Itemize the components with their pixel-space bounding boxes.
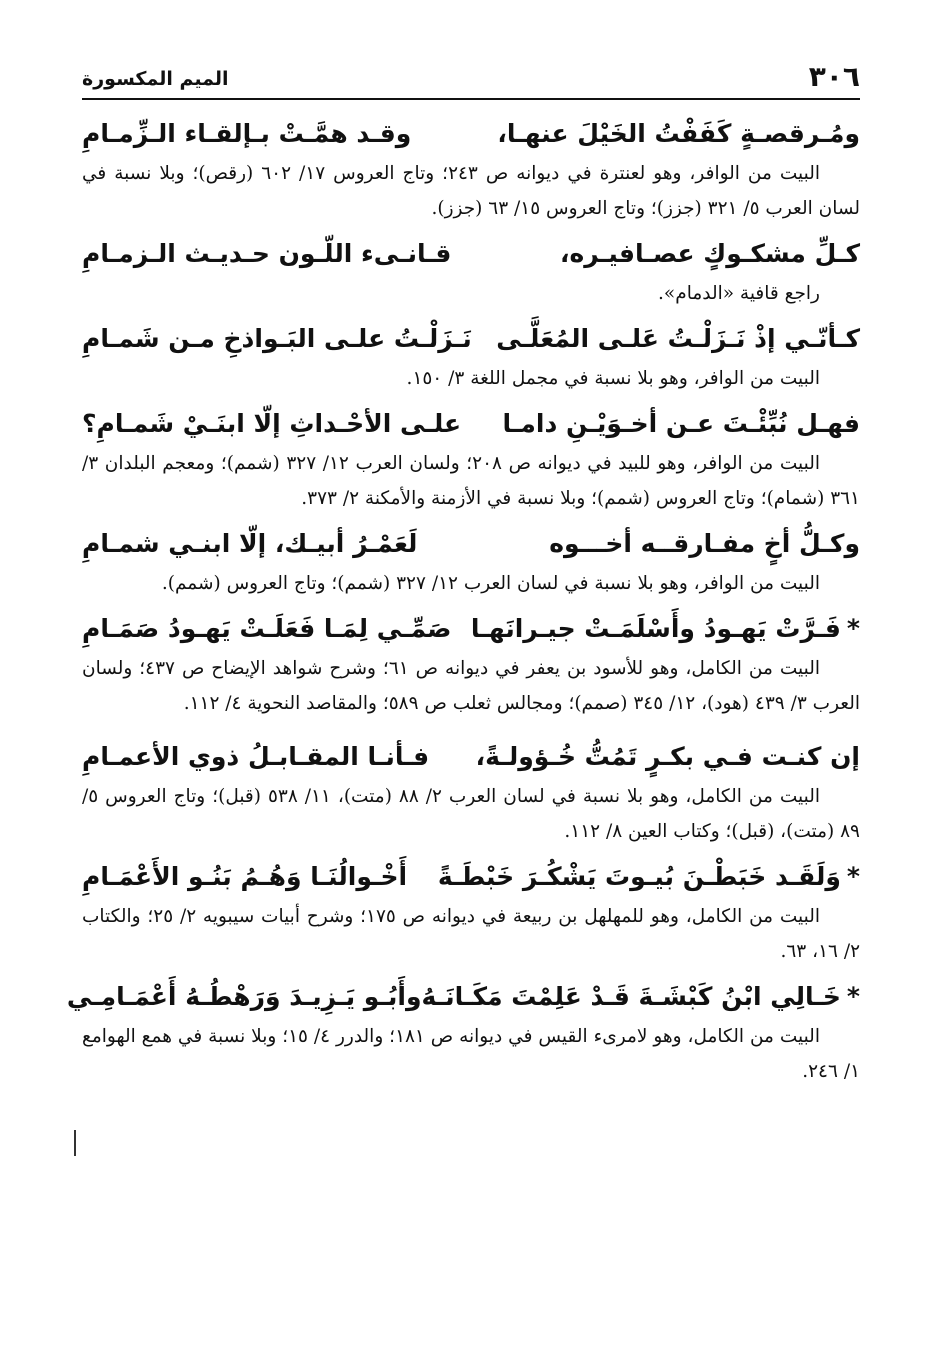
second-hemistich: فـأنـا المقـابـلُ ذوي الأعمـامِ xyxy=(82,742,430,771)
verse-entry xyxy=(82,402,860,516)
verse-line xyxy=(82,402,860,446)
first-hemistich-text: فَـرَّتْ يَهـودُ وأَسْلَمَـتْ جيـرانَهـا xyxy=(470,614,841,643)
starred-verse-marker: * xyxy=(846,862,860,891)
starred-verse-marker: * xyxy=(846,982,860,1011)
verse-entry xyxy=(82,232,860,311)
verse-entry xyxy=(82,317,860,396)
citation-note: البيت من الكامل، وهو للأسود بن يعفر في ديوانه ص ٦١؛ وشرح شواهد الإيضاح ص ٤٣٧؛ ولسان العرب ٣/ ٤٣٩ (هود)، ١٢/ ٣٤٥ (صمم)؛ ومجالس ثعلب ص ٥٨٩؛ والمقاصد النحوية ٤/ ١١٢. xyxy=(82,658,860,714)
second-hemistich: علـى الأحْـداثِ إلّا ابنَـيْ شَمـامِ؟ xyxy=(82,409,462,438)
verse-line xyxy=(82,607,860,651)
citation-note: البيت من الوافر، وهو بلا نسبة في مجمل اللغة ٣/ ١٥٠. xyxy=(406,368,820,389)
second-hemistich: وأَبُـو يَـزِيـدَ وَرَهْطُـهُ أَعْمَـامِـي xyxy=(66,982,422,1011)
verse-line xyxy=(82,232,860,276)
verse-line xyxy=(82,855,860,899)
first-hemistich xyxy=(471,607,860,651)
citation-note: البيت من الوافر، وهو بلا نسبة في لسان العرب ١٢/ ٣٢٧ (شمم)؛ وتاج العروس (شمم). xyxy=(161,573,820,594)
citation-note: البيت من الكامل، وهو بلا نسبة في لسان العرب ٢/ ٨٨ (متت)، ١١/ ٥٣٨ (قبل)؛ وتاج العروس ٥/ ٨٩ (متت)، (قبل)؛ وكتاب العين ٨/ ١١٢. xyxy=(82,786,860,842)
first-hemistich: إن كنـت فـي بكـرٍ تَمُتُّ خُـؤولـةً، xyxy=(475,742,860,771)
citation-note: البيت من الوافر، وهو لعنترة في ديوانه ص ٢٤٣؛ وتاج العروس ١٧/ ٦٠٢ (رقص)؛ وبلا نسبة في لسان العرب ٥/ ٣٢١ (جزز)؛ وتاج العروس ١٥/ ٦٣ (جزز). xyxy=(82,163,860,219)
page-number: ٣٠٦ xyxy=(799,60,860,93)
second-hemistich: أَخْـوالُنَـا وَهُـمُ بَنُـو الأَعْمَـامِ xyxy=(82,862,408,891)
verse-entry xyxy=(66,975,860,1089)
verse-entry xyxy=(82,735,860,849)
verse-line xyxy=(82,522,860,566)
verse-line xyxy=(82,112,860,156)
second-hemistich: قـانـىء اللّـون حـديـث الـزمـامِ xyxy=(82,239,452,268)
first-hemistich xyxy=(438,855,860,899)
margin-scan-mark xyxy=(74,1130,76,1156)
citation-note: راجع قافية «الدمام». xyxy=(658,283,820,304)
first-hemistich-text: خَـالِي ابْنُ كَبْشَـةَ قَـدْ عَلِمْتَ مَكَـانَـهُ xyxy=(421,982,841,1011)
first-hemistich: كـأنّـي إذْ نَـزَلْـتُ عَلـى المُعَلَّـى xyxy=(496,324,860,353)
citation-note: البيت من الكامل، وهو لامرىء القيس في ديوانه ص ١٨١؛ والدرر ٤/ ١٥؛ وبلا نسبة في همع الهوامع ١/ ٢٤٦. xyxy=(82,1026,860,1082)
second-hemistich: صَمِّـي لِمَـا فَعَلَـتْ يَهـودُ صَمَـامِ xyxy=(82,614,452,643)
citation-note: البيت من الوافر، وهو للبيد في ديوانه ص ٢٠٨؛ ولسان العرب ١٢/ ٣٢٧ (شمم)؛ ومعجم البلدان ٣/ ٣٦١ (شمام)؛ وتاج العروس (شمم)؛ وبلا نسبة في الأزمنة والأمكنة ٢/ ٣٧٣. xyxy=(82,453,860,509)
verse-line xyxy=(82,735,860,779)
first-hemistich: كـلِّ مشكـوكٍ عصـافيـره، xyxy=(560,239,860,268)
starred-verse-marker: * xyxy=(846,614,860,643)
verse-entry xyxy=(82,855,860,969)
second-hemistich: نَـزَلْـتُ علـى البَـواذخِ مـن شَمـامِ xyxy=(82,324,472,353)
page-header xyxy=(82,58,860,100)
verse-entry xyxy=(82,522,860,601)
verse-entry xyxy=(82,112,860,226)
running-head: الميم المكسورة xyxy=(82,68,239,90)
second-hemistich: وقـد همَّـتْ بـإلقـاء الـزِّمـامِ xyxy=(82,119,412,148)
first-hemistich-text: وَلَقَـد خَبَطْـنَ بُيـوتَ يَشْكُـرَ خَبْطَـةً xyxy=(437,862,841,891)
book-page xyxy=(66,58,860,1341)
verse-line xyxy=(82,317,860,361)
citation-note: البيت من الكامل، وهو للمهلهل بن ربيعة في ديوانه ص ١٧٥؛ وشرح أبيات سيبويه ٢/ ٢٥؛ والكتاب ٢/ ١٦، ٦٣. xyxy=(82,906,860,962)
first-hemistich xyxy=(422,975,860,1019)
second-hemistich: لَعَمْـرُ أبيـك، إلّا ابنـي شمـامِ xyxy=(82,529,418,558)
verse-line xyxy=(66,975,860,1019)
first-hemistich: فهـل نُبِّئْـتَ عـن أخـوَيْـنِ دامـا xyxy=(502,409,860,438)
first-hemistich: ومُـرقصـةٍ كَفَفْتُ الخَيْلَ عنهـا، xyxy=(497,119,860,148)
verse-entry xyxy=(82,607,860,721)
first-hemistich: وكـلُّ أخٍ مفـارقــه أخـــوه xyxy=(549,529,860,558)
